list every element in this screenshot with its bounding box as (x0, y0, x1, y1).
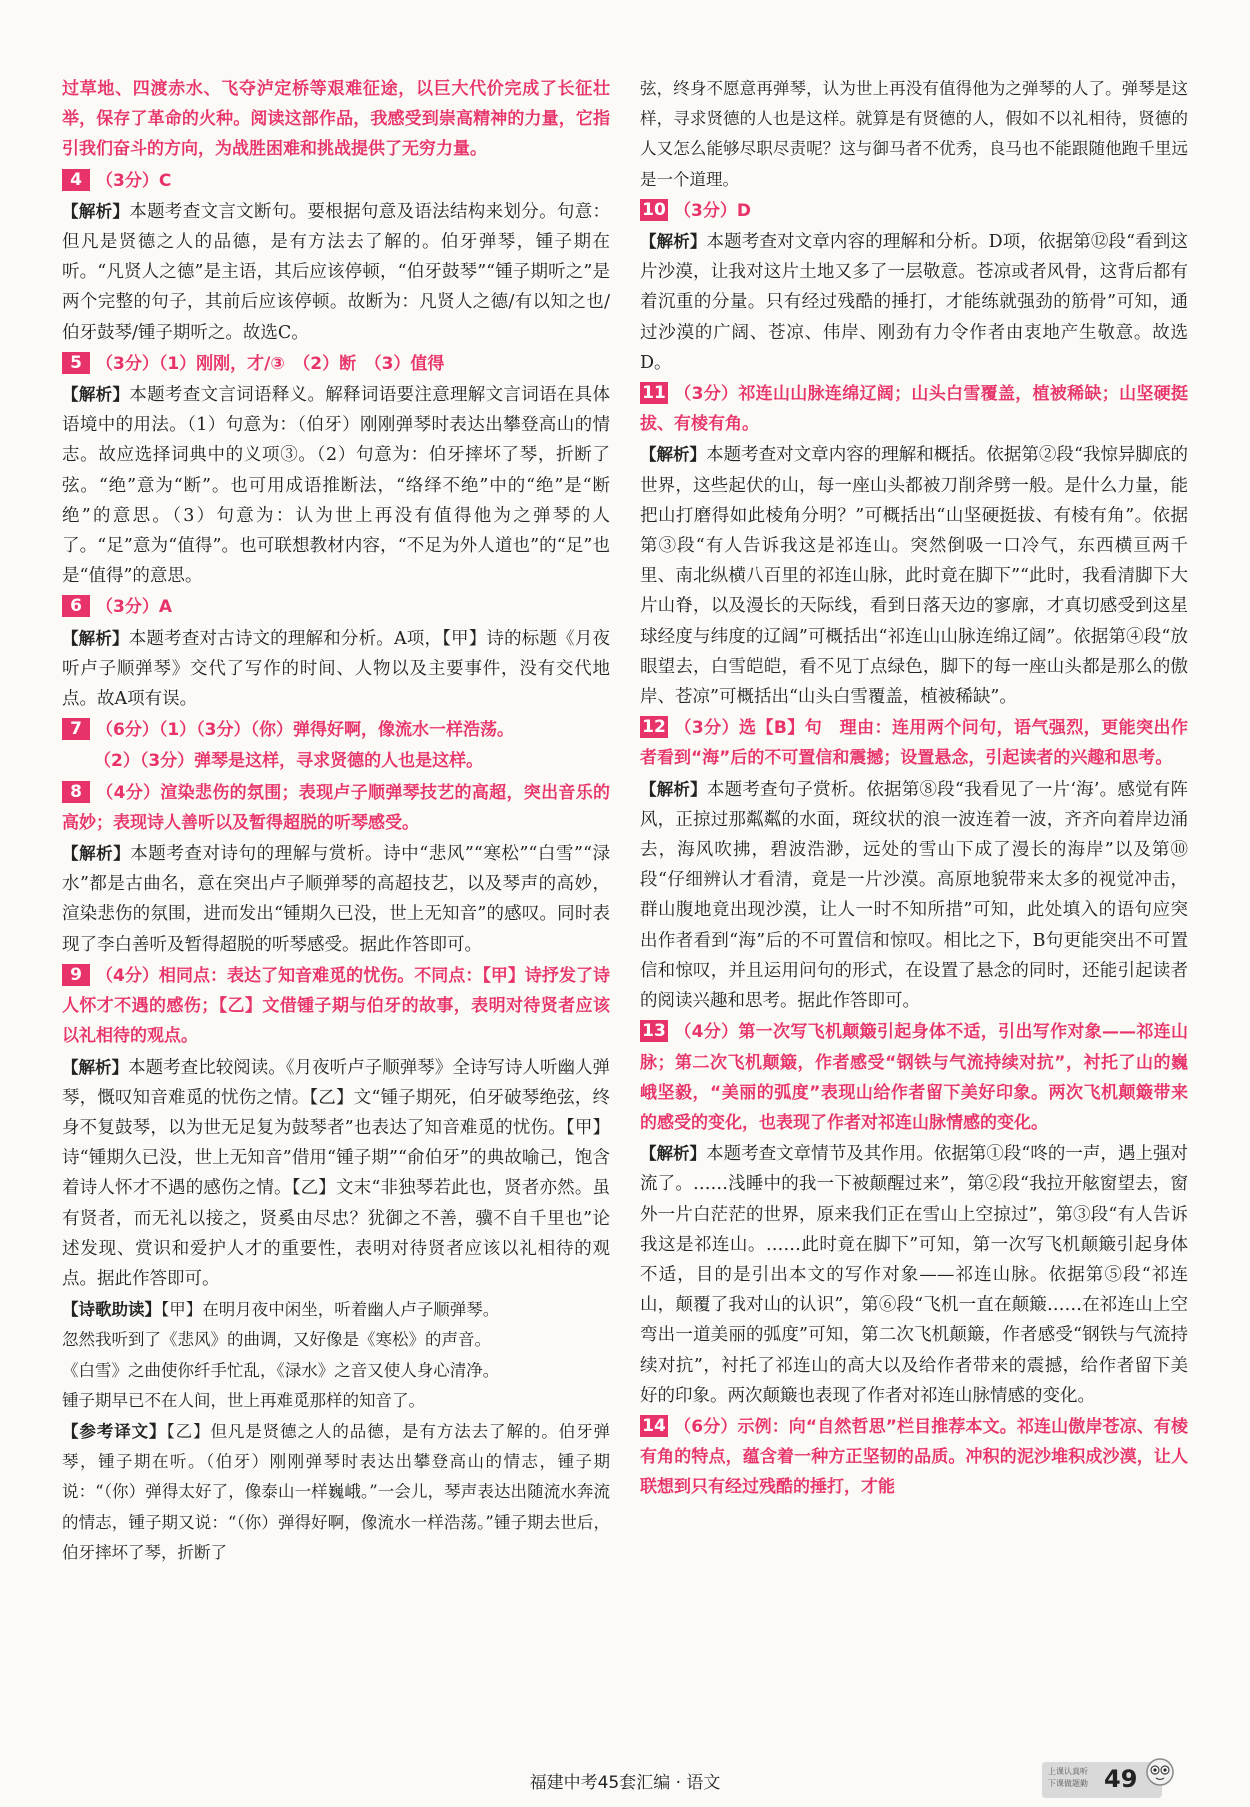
poem-line: 忽然我听到了《悲风》的曲调，又好像是《寒松》的声音。 (62, 1330, 491, 1350)
analysis-text: 本题考查比较阅读。《月夜听卢子顺弹琴》全诗写诗人听幽人弹琴，慨叹知音难觅的忧伤之情。【乙】文“锺子期死，伯牙破琴绝弦，终身不复鼓琴，以为世无足复为鼓琴者”也表达了知音难觅的忧伤。【甲】诗“锺期久已没，世上无知音”借用“锺子期”“俞伯牙”的典故喻己，饱含着诗人怀才不遇的感伤之情。【乙】文末“非独琴若此也，贤者亦然。虽有贤者，而无礼以接之，贤奚由尽忠？犹御之不善，骥不自千里也”论述发现、赏识和爱护人才的重要性，表明对待贤者应该以礼相待的观点。据此作答即可。 (62, 1057, 611, 1289)
translation-continued: 弦，终身不愿意再弹琴，认为世上再没有值得他为之弹琴的人了。弹琴是这样，寻求贤德的人也是这样。就算是有贤德的人，假如不以礼相待，贤德的人又怎么能够尽职尽责呢？这与御马者不优秀，良马也不能跟随他跑千里远是一个道理。 (640, 79, 1188, 189)
intro-answer: 过草地、四渡赤水、飞夺泸定桥等艰难征途，以巨大代价完成了长征壮举，保存了革命的火种。阅读这部作品，我感受到崇高精神的力量，它指引我们奋斗的方向，为战胜困难和挑战提供了无穷力量。 (62, 79, 610, 160)
answer-head: （6分）（1）（3分）（你）弹得好啊，像流水一样浩荡。 (96, 720, 514, 741)
answer-head: （6分）示例：向“自然哲思”栏目推荐本文。祁连山傲岸苍凉、有棱有角的特点，蕴含着一种方正坚韧的品质。冲积的泥沙堆积成沙漠，让人联想到只有经过残酷的捶打，才能 (640, 1416, 1188, 1498)
analysis-tag: 【解析】 (640, 445, 707, 465)
answer-head: （3分）选【B】句 理由：连用两个问句，语气强烈，更能突出作者看到“海”后的不可置信和震撼；设置悬念，引起读者的兴趣和思考。 (640, 718, 1188, 769)
question-number: 6 (62, 595, 90, 617)
analysis-8 (62, 839, 610, 960)
answer-head: （4分）渲染悲伤的氛围；表现卢子顺弹琴技艺的高超，突出音乐的高妙；表现诗人善听以及暂得超脱的听琴感受。 (62, 782, 610, 833)
answer-head: （4分）相同点：表达了知音难觅的忧伤。不同点：【甲】诗抒发了诗人怀才不遇的感伤；【乙】文借锺子期与伯牙的故事，表明对待贤者应该以礼相待的观点。 (62, 965, 610, 1047)
poem-guide-tag: 【诗歌助读】 (62, 1300, 161, 1320)
question-number: 7 (62, 718, 90, 740)
answer-head: （3分）D (674, 200, 751, 221)
poem-line: 【甲】在明月夜中闲坐，听着幽人卢子顺弹琴。 (161, 1300, 500, 1320)
question-8 (62, 778, 610, 838)
question-number: 11 (640, 382, 668, 404)
answer-head: （3分）C (96, 170, 172, 191)
analysis-9 (62, 1053, 610, 1295)
analysis-5 (62, 380, 610, 591)
question-10 (640, 196, 1188, 226)
analysis-4 (62, 197, 610, 348)
question-number: 14 (640, 1415, 668, 1437)
analysis-tag: 【解析】 (62, 1057, 129, 1077)
question-number: 9 (62, 964, 90, 986)
poem-line: 《白雪》之曲使你纤手忙乱，《渌水》之音又使人身心清净。 (62, 1360, 500, 1380)
answer-7-part-2: （2）（3分）弹琴是这样，寻求贤德的人也是这样。 (94, 751, 484, 772)
badge-slogan (1048, 1766, 1088, 1790)
analysis-text: 本题考查文章情节及其作用。依据第①段“咚的一声，遇上强对流了。……浅睡中的我一下被颠醒过来”，第②段“我拉开舷窗望去，窗外一片白茫茫的世界，原来我们正在雪山上空掠过”，第③段“有人告诉我这是祁连山。……此时竟在脚下”可知，第一次写飞机颠簸引起身体不适，目的是引出本文的写作对象——祁连山脉。依据第⑤段“祁连山，颠覆了我对山的认识”，第⑥段“飞机一直在颠簸……在祁连山上空弯出一道美丽的弧度”可知，第二次飞机颠簸，作者感受“钢铁与气流持续对抗”，衬托了祁连山的高大以及给作者带来的震撼，给作者留下美好的印象。两次颠簸也表现了作者对祁连山脉情感的变化。 (640, 1144, 1188, 1406)
left-column (62, 74, 610, 1569)
question-4 (62, 166, 610, 196)
analysis-13 (640, 1139, 1188, 1411)
question-number: 12 (640, 716, 668, 738)
analysis-tag: 【解析】 (640, 232, 707, 252)
question-14 (640, 1412, 1188, 1503)
analysis-tag: 【解析】 (640, 1144, 707, 1164)
question-number: 10 (640, 199, 668, 221)
analysis-text: 本题考查文言文断句。要根据句意及语法结构来划分。句意：但凡是贤德之人的品德，是有方法去了解的。伯牙弹琴，锺子期在听。“凡贤人之德”是主语，其后应该停顿，“伯牙鼓琴”“锺子期听之”是两个完整的句子，其前后应该停顿。故断为：凡贤人之德/有以知之也/伯牙鼓琴/锺子期听之。故选C。 (62, 201, 611, 343)
analysis-text: 本题考查句子赏析。依据第⑧段“我看见了一片‘海’。感觉有阵风，正掠过那粼粼的水面，斑纹状的浪一波连着一波，齐齐向着岸边涌去，海风吹拂，碧波浩渺，远处的雪山下成了漫长的海岸”以及第⑩段“仔细辨认才看清，竟是一片沙漠。高原地貌带来太多的视觉冲击，群山腹地竟出现沙漠，让人一时不知所措”可知，此处填入的语句应突出作者看到“海”后的不可置信和惊叹。相比之下，B句更能突出不可置信和惊叹，并且运用问句的形式，在设置了悬念的同时，还能引起读者的阅读兴趣和思考。据此作答即可。 (640, 779, 1189, 1012)
question-5 (62, 349, 610, 379)
analysis-text: 本题考查文言词语释义。解释词语要注意理解文言词语在具体语境中的用法。（1）句意为：（伯牙）刚刚弹琴时表达出攀登高山的情志。故应选择词典中的义项③。（2）句意为：伯牙摔坏了琴，折断了弦。“绝”意为“断”。也可用成语推断法，“络绎不绝”中的“绝”是“断绝”的意思。（3）句意为：认为世上再没有值得他为之弹琴的人了。“足”意为“值得”。也可联想教材内容，“不足为外人道也”的“足”也是“值得”的意思。 (62, 385, 611, 587)
badge-slogan-line: 上课认真听 (1048, 1767, 1088, 1776)
analysis-tag: 【解析】 (62, 201, 130, 221)
question-13 (640, 1017, 1188, 1138)
analysis-tag: 【解析】 (62, 385, 130, 405)
translation-tag: 【参考译文】 (62, 1421, 167, 1441)
question-7 (62, 715, 610, 745)
analysis-text: 本题考查对文章内容的理解和分析。D项，依据第⑫段“看到这片沙漠，让我对这片土地又多了一层敬意。苍凉或者风骨，这背后都有着沉重的分量。只有经过残酷的捶打，才能练就强劲的筋骨”可知，通过沙漠的广阔、苍凉、伟岸、刚劲有力令作者由衷地产生敬意。故选D。 (640, 232, 1189, 373)
question-number: 8 (62, 781, 90, 803)
book-title: 福建中考45套汇编 · 语文 (529, 1773, 721, 1793)
poem-line: 锺子期早已不在人间，世上再难觅那样的知音了。 (62, 1390, 425, 1410)
analysis-tag: 【解析】 (62, 628, 129, 648)
answer-head: （3分）（1）刚刚，才/③ （2）断 （3）值得 (96, 353, 445, 374)
page-number: 49 (1104, 1765, 1138, 1793)
reference-translation (62, 1417, 610, 1568)
analysis-6 (62, 624, 610, 715)
analysis-11 (640, 440, 1188, 712)
analysis-text: 本题考查对文章内容的理解和概括。依据第②段“我惊异脚底的世界，这些起伏的山，每一座山头都被刀削斧劈一般。是什么力量，能把山打磨得如此棱角分明？”可概括出“山坚硬挺拔、有棱有角”。依据第③段“有人告诉我这是祁连山。突然倒吸一口冷气，东西横亘两千里、南北纵横八百里的祁连山脉，此时竟在脚下”“此时，我看清脚下大片山脊，以及漫长的天际线，看到日落天边的寥廓，才真切感受到这星球经度与纬度的辽阔”可概括出“祁连山山脉连绵辽阔”。依据第④段“放眼望去，白雪皑皑，看不见丁点绿色，脚下的每一座山头都是那么的傲岸、苍凉”可概括出“山头白雪覆盖，植被稀缺”。 (640, 445, 1188, 708)
question-number: 4 (62, 169, 90, 191)
question-number: 5 (62, 352, 90, 374)
analysis-12 (640, 775, 1188, 1017)
analysis-text: 本题考查对古诗文的理解和分析。A项，【甲】诗的标题《月夜听卢子顺弹琴》交代了写作的时间、人物以及主要事件，没有交代地点。故A项有误。 (62, 628, 611, 710)
question-number: 13 (640, 1020, 668, 1042)
right-column (640, 74, 1188, 1504)
poem-guide (62, 1295, 610, 1416)
badge-slogan-line: 下课做题勤 (1048, 1779, 1088, 1788)
answer-head: （3分）祁连山山脉连绵辽阔；山头白雪覆盖，植被稀缺；山坚硬挺拔、有棱有角。 (640, 384, 1188, 435)
question-11 (640, 379, 1188, 439)
analysis-tag: 【解析】 (640, 779, 707, 799)
question-12 (640, 713, 1188, 773)
translation-text: 【乙】但凡是贤德之人的品德，是有方法去了解的。伯牙弹琴，锺子期在听。（伯牙）刚刚弹琴时表达出攀登高山的情志，锺子期说：“（你）弹得太好了，像泰山一样巍峨。”一会儿，琴声表达出随流水奔流的情志，锺子期又说：“（你）弹得好啊，像流水一样浩荡。”锺子期去世后，伯牙摔坏了琴，折断了 (62, 1421, 611, 1562)
analysis-tag: 【解析】 (62, 844, 131, 864)
question-6 (62, 592, 610, 622)
answer-head: （3分）A (96, 597, 172, 618)
answer-head: （4分）第一次写飞机颠簸引起身体不适，引出写作对象——祁连山脉；第二次飞机颠簸，作者感受“钢铁与气流持续对抗”，衬托了山的巍峨坚毅，“美丽的弧度”表现山给作者留下美好印象。两次飞机颠簸带来的感受的变化，也表现了作者对祁连山脉情感的变化。 (640, 1022, 1188, 1133)
analysis-text: 本题考查对诗句的理解与赏析。诗中“悲风”“寒松”“白雪”“渌水”都是古曲名，意在突出卢子顺弹琴的高超技艺，以及琴声的高妙，渲染悲伤的氛围，进而发出“锺期久已没，世上无知音”的感叹。同时表现了李白善听及暂得超脱的听琴感受。据此作答即可。 (62, 844, 610, 955)
page-footer (0, 1760, 1250, 1807)
analysis-10 (640, 227, 1188, 378)
mascot-icon (1142, 1754, 1178, 1790)
question-9 (62, 961, 610, 1052)
